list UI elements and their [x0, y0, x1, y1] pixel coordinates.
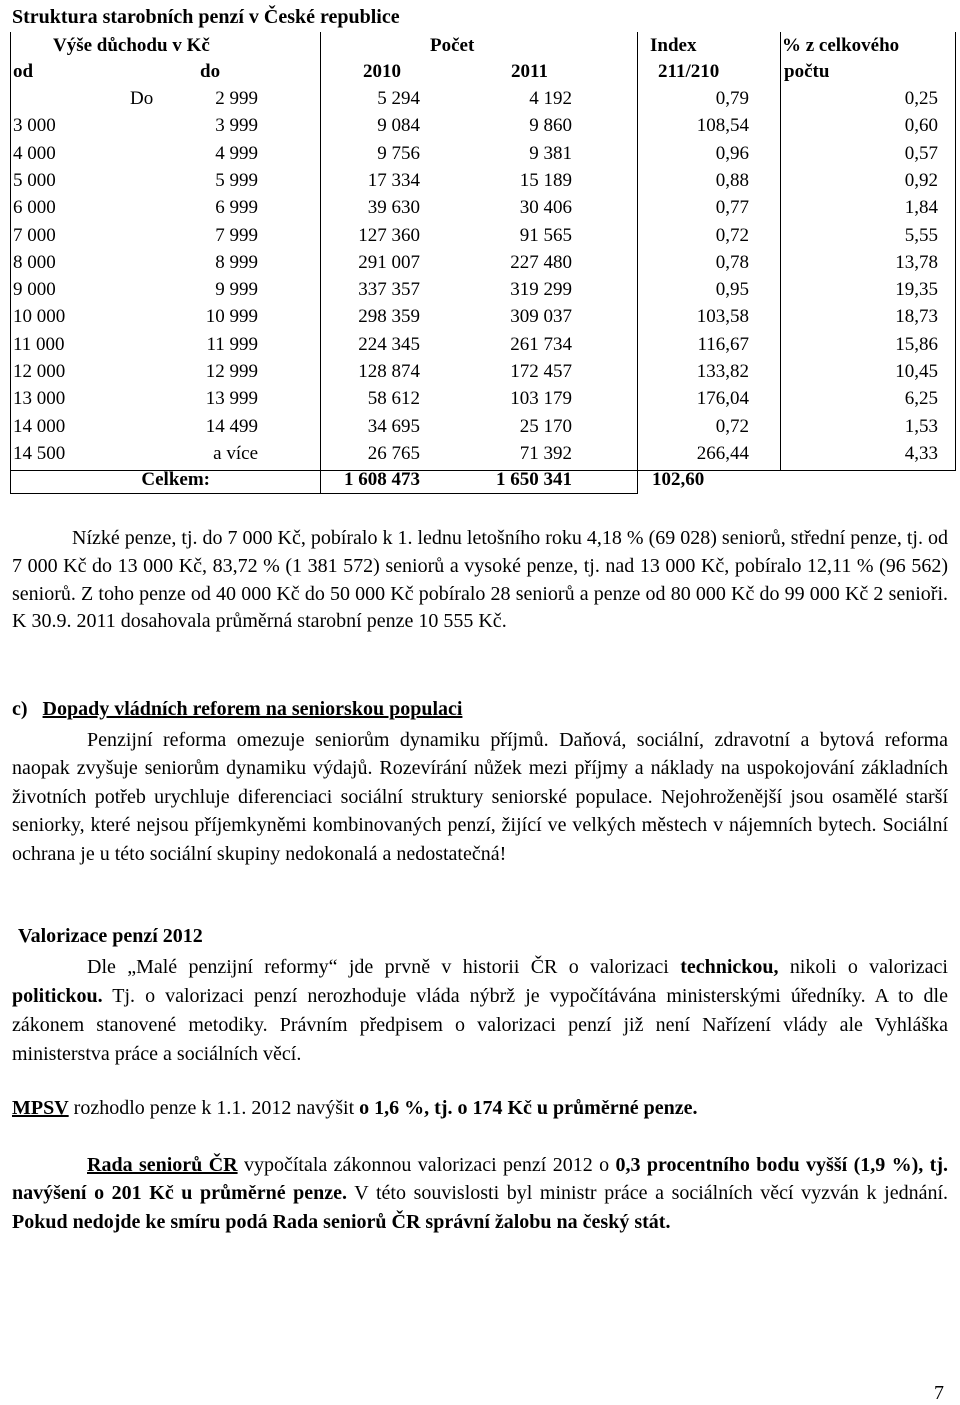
cell-to: 9 999 [215, 279, 258, 301]
paragraph-valorization [12, 953, 948, 1069]
paragraph-council [12, 1151, 948, 1236]
section-c-label: c) [12, 698, 28, 720]
cell-index: 0,78 [715, 251, 749, 273]
cell-from: 5 000 [13, 169, 56, 191]
cell-to: 12 999 [205, 361, 258, 382]
total-2010: 1 608 473 [344, 469, 420, 490]
section-c-title: Dopady vládních reforem na seniorskou populaci [42, 698, 463, 720]
cell-c2010: 298 359 [358, 306, 420, 328]
cell-from: 10 000 [13, 306, 66, 328]
cell-index: 0,95 [715, 279, 749, 301]
cell-index: 133,82 [696, 361, 749, 382]
cell-index: 116,67 [697, 333, 749, 355]
section-c-heading [12, 698, 467, 721]
cell-c2011: 261 734 [510, 333, 572, 355]
cell-c2010: 9 756 [377, 142, 420, 164]
cell-c2010: 224 345 [358, 333, 420, 355]
cell-c2011: 172 457 [510, 361, 572, 382]
cell-from: 13 000 [13, 388, 66, 410]
cell-from: 3 000 [13, 115, 56, 137]
header-percent-sub: počtu [784, 61, 830, 82]
cell-c2011: 9 860 [529, 115, 572, 137]
cell-pct: 0,92 [904, 169, 938, 191]
table-bottom-line [10, 493, 638, 494]
cell-c2011: 319 299 [510, 279, 572, 301]
p5-text-d: V této souvislosti byl ministr práce a sociálních věcí vyzván k jednání. [347, 1182, 948, 1205]
p3-text-a: Dle „Malé penzijní reformy“ jde prvně v historii ČR o valorizaci [87, 956, 681, 978]
cell-to: 6 999 [215, 197, 258, 219]
header-index: Index [650, 35, 697, 56]
cell-pct: 0,60 [904, 115, 938, 137]
cell-from: 14 000 [13, 415, 66, 437]
cell-c2010: 58 612 [367, 388, 420, 410]
header-2011: 2011 [511, 61, 548, 82]
cell-pct: 1,53 [904, 415, 938, 437]
cell-c2011: 9 381 [529, 142, 572, 164]
table-border-left [10, 32, 11, 493]
p4-text: rozhodlo penze k 1.1. 2012 navýšit [68, 1097, 360, 1119]
p3-technical: technickou, [680, 956, 779, 978]
mpsv-label: MPSV [12, 1097, 69, 1119]
cell-pct: 6,25 [904, 388, 938, 410]
header-to: do [200, 61, 221, 82]
cell-to: 7 999 [215, 224, 258, 246]
pension-table [10, 32, 956, 493]
cell-index: 176,04 [696, 388, 749, 410]
cell-c2010: 291 007 [358, 251, 420, 273]
cell-c2010: 337 357 [358, 279, 420, 301]
cell-to: 14 499 [205, 415, 258, 437]
p3-political: politickou. [12, 984, 103, 1007]
cell-index: 266,44 [696, 442, 749, 464]
p3-text-c: nikoli o valorizaci [778, 956, 948, 978]
cell-pct: 19,35 [895, 279, 938, 301]
cell-c2011: 227 480 [510, 251, 572, 273]
p5-text-b: vypočítala zákonnou valorizaci penzí 2012 o [237, 1154, 616, 1176]
cell-pct: 0,57 [904, 142, 938, 164]
cell-c2010: 5 294 [377, 88, 420, 109]
p3-text-e: Tj. o valorizaci penzí nerozhoduje vláda nýbrž je vypočítávána ministerskými úředníky. A to dle zákonem stanovené metodiky. Právním předpisem o valorizaci penzí již není Nařízení vlády ale Vyhláška ministerstva práce a sociálních věcí. [12, 984, 948, 1065]
header-count: Počet [430, 35, 475, 56]
paragraph-mpsv [12, 1095, 948, 1123]
p5-bold-e: Pokud nedojde ke smíru podá Rada seniorů ČR správní žalobu na český stát. [12, 1210, 671, 1233]
cell-to: 4 999 [215, 142, 258, 164]
header-index-sub: 211/210 [658, 61, 720, 82]
page-number: 7 [934, 1382, 944, 1404]
council-label: Rada seniorů ČR [87, 1154, 238, 1176]
cell-index: 0,72 [715, 224, 749, 246]
cell-from: 7 000 [13, 224, 56, 246]
table-divider [780, 32, 781, 470]
cell-from: 14 500 [13, 442, 66, 464]
cell-to: a více [213, 442, 258, 464]
cell-c2011: 91 565 [519, 224, 572, 246]
cell-pct: 0,25 [904, 88, 938, 109]
header-percent: % z celkového [782, 35, 900, 56]
cell-pct: 5,55 [904, 224, 938, 246]
cell-to: 11 999 [206, 333, 258, 355]
cell-c2011: 15 189 [519, 169, 572, 191]
cell-pct: 13,78 [895, 251, 938, 273]
cell-index: 103,58 [696, 306, 749, 328]
cell-index: 0,72 [715, 415, 749, 437]
cell-to: 13 999 [205, 388, 258, 410]
total-label: Celkem: [141, 469, 210, 490]
cell-to: 8 999 [215, 251, 258, 273]
cell-c2011: 4 192 [529, 88, 572, 109]
p4-bold: o 1,6 %, tj. o 174 Kč u průměrné penze. [359, 1097, 698, 1119]
paragraph-reforms: Penzijní reforma omezuje seniorům dynamiku příjmů. Daňová, sociální, zdravotní a bytová reforma naopak zvyšuje seniorům dynamiku výdajů. Rozevírání nůžek mezi příjmy a náklady na uspokojování základních životních potřeb urychluje diferenciaci sociální struktury seniorské populace. Nejohroženější jsou osamělé starší seniorky, které nejsou příjemkyněmi kombinovaných penzí, žijící ve velkých městech v nájemních bytech. Sociální ochrana je u této sociální skupiny nedokonalá a nedostatečná! [12, 729, 948, 865]
cell-to: 5 999 [215, 169, 258, 191]
cell-to: 10 999 [205, 306, 258, 328]
header-from: od [13, 61, 34, 82]
cell-pct: 18,73 [895, 306, 938, 328]
p5-bold-c: 0,3 procentního bodu vyšší (1,9 %), tj. navýšení o 201 Kč u průměrné penze. [12, 1154, 948, 1205]
cell-from: Do [130, 88, 154, 109]
cell-from: 8 000 [13, 251, 56, 273]
header-2010: 2010 [363, 61, 401, 82]
cell-c2011: 25 170 [519, 415, 572, 437]
cell-index: 0,96 [715, 142, 749, 164]
cell-c2010: 128 874 [358, 361, 420, 382]
table-border-right [955, 32, 956, 470]
cell-c2010: 34 695 [367, 415, 420, 437]
cell-to: 3 999 [215, 115, 258, 137]
cell-index: 0,77 [715, 197, 749, 219]
cell-c2011: 30 406 [519, 197, 572, 219]
cell-pct: 4,33 [904, 442, 938, 464]
cell-pct: 1,84 [904, 197, 938, 219]
cell-c2011: 71 392 [519, 442, 572, 464]
cell-to: 2 999 [215, 88, 258, 109]
cell-index: 0,79 [715, 88, 749, 109]
cell-from: 12 000 [13, 361, 66, 382]
cell-c2011: 103 179 [510, 388, 572, 410]
cell-from: 6 000 [13, 197, 56, 219]
valorizace-heading: Valorizace penzí 2012 [18, 925, 203, 947]
cell-from: 9 000 [13, 279, 56, 301]
cell-from: 4 000 [13, 142, 56, 164]
cell-c2010: 127 360 [358, 224, 420, 246]
total-index: 102,60 [652, 469, 705, 490]
cell-c2010: 39 630 [367, 197, 420, 219]
cell-c2010: 17 334 [367, 169, 420, 191]
header-amount: Výše důchodu v Kč [53, 35, 210, 56]
paragraph-pension-levels: Nízké penze, tj. do 7 000 Kč, pobíralo k 1. lednu letošního roku 4,18 % (69 028) seniorů, střední penze, tj. od 7 000 Kč do 13 000 Kč, 83,72 % (1 381 572) seniorů a vysoké penze, tj. nad 13 000 Kč, pobíralo 12,11 % (96 562) seniorů. Z toho penze od 40 000 Kč do 50 000 Kč pobíralo 28 seniorů a penze od 80 000 Kč do 99 000 Kč 2 senioři. K 30.9. 2011 dosahovala průměrná starobní penze 10 555 Kč. [12, 527, 948, 633]
cell-from: 11 000 [13, 333, 65, 355]
total-2011: 1 650 341 [496, 469, 572, 490]
cell-pct: 15,86 [895, 333, 938, 355]
cell-index: 108,54 [696, 115, 749, 137]
cell-c2011: 309 037 [510, 306, 572, 328]
cell-c2010: 9 084 [377, 115, 420, 137]
cell-c2010: 26 765 [367, 442, 420, 464]
page-title: Struktura starobních penzí v České republice [12, 6, 400, 28]
cell-index: 0,88 [715, 169, 749, 191]
cell-pct: 10,45 [895, 361, 938, 382]
